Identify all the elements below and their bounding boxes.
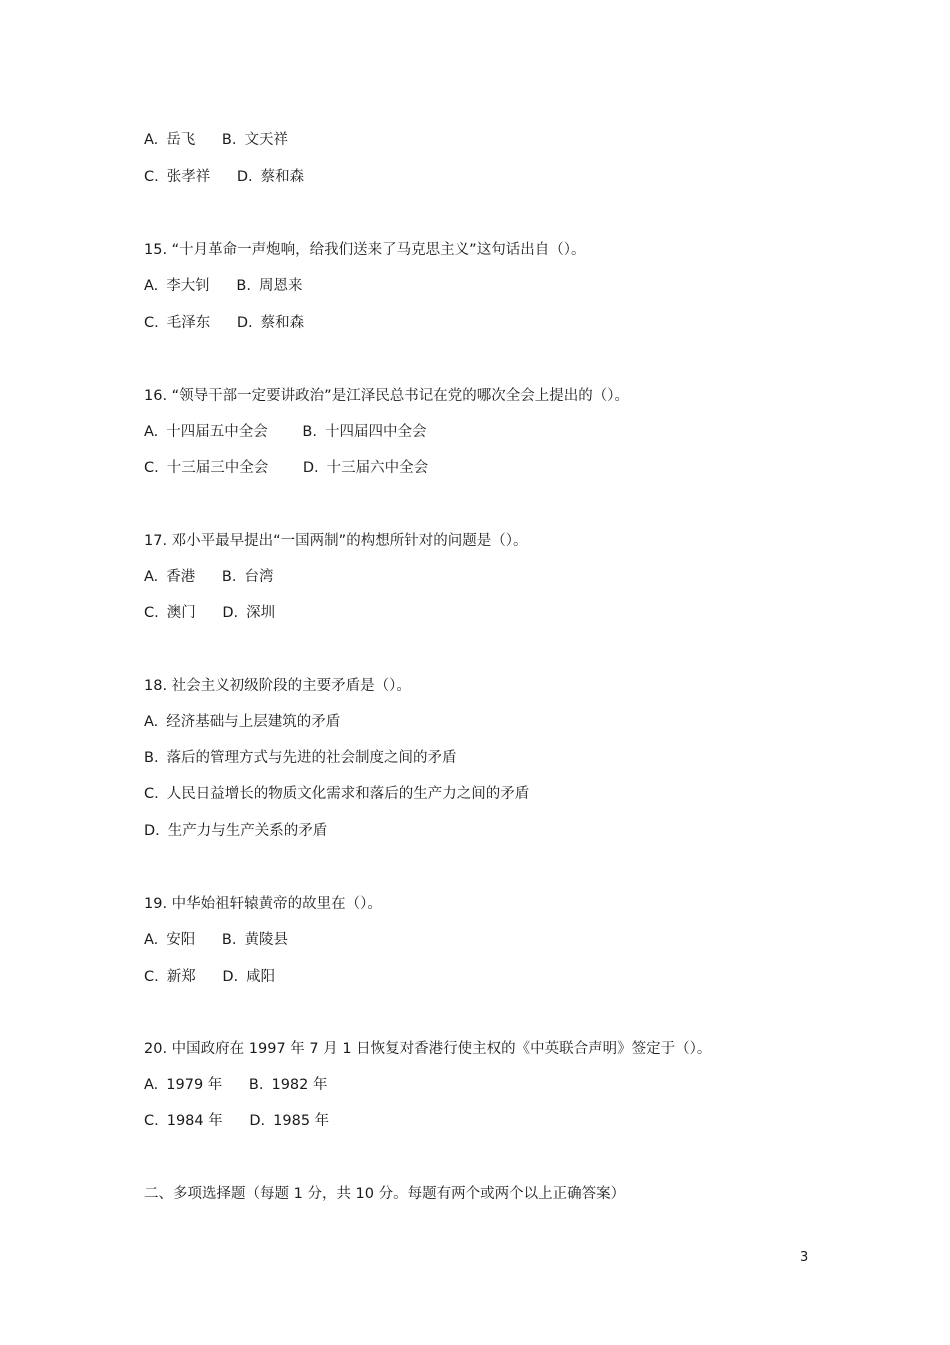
q20-option-d: D. 1985 年 bbox=[249, 1113, 330, 1129]
q16-question: 16. “领导干部一定要讲政治”是江泽民总书记在党的哪次全会上提出的（）。 bbox=[144, 388, 629, 404]
q15-question: 15. “十月革命一声炮响，给我们送来了马克思主义”这句话出自（）。 bbox=[144, 242, 586, 258]
q16-option-c: C. 十三届三中全会 bbox=[144, 460, 269, 476]
q20-option-b: B. 1982 年 bbox=[248, 1077, 328, 1093]
page-number: 3 bbox=[800, 1250, 809, 1265]
q19-option-a: A. 安阳 bbox=[144, 932, 196, 948]
q18-option-d: D. 生产力与生产关系的矛盾 bbox=[144, 823, 328, 839]
q19-options-row-2 bbox=[144, 967, 275, 987]
q20-options-row-2 bbox=[144, 1111, 329, 1131]
q18-option-a: A. 经济基础与上层建筑的矛盾 bbox=[144, 714, 341, 730]
q19-question: 19. 中华始祖轩辕黄帝的故里在（）。 bbox=[144, 896, 382, 912]
q15-options-row-1 bbox=[144, 276, 302, 296]
q16-options-row-1 bbox=[144, 422, 426, 442]
q15-option-a: A. 李大钊 bbox=[144, 278, 210, 294]
q15-option-c: C. 毛泽东 bbox=[144, 315, 211, 331]
q15-option-d: D. 蔡和森 bbox=[236, 315, 305, 331]
q20-option-c: C. 1984 年 bbox=[144, 1113, 223, 1129]
q17-option-b: B. 台湾 bbox=[221, 569, 274, 585]
q17-options-row-1 bbox=[144, 567, 273, 587]
q14-option-d: D. 蔡和森 bbox=[236, 169, 305, 185]
q18-question: 18. 社会主义初级阶段的主要矛盾是（）。 bbox=[144, 678, 411, 694]
section-2-heading: 二、多项选择题（每题 1 分，共 10 分。每题有两个或两个以上正确答案） bbox=[144, 1186, 626, 1202]
q15-option-b: B. 周恩来 bbox=[236, 278, 303, 294]
q14-option-c: C. 张孝祥 bbox=[144, 169, 211, 185]
q19-options-row-1 bbox=[144, 930, 288, 950]
q14-option-b: B. 文天祥 bbox=[221, 132, 288, 148]
q19-option-c: C. 新郑 bbox=[144, 969, 196, 985]
q16-options-row-2 bbox=[144, 458, 428, 478]
q17-option-d: D. 深圳 bbox=[222, 605, 276, 621]
q14-options-row-2 bbox=[144, 167, 304, 187]
q16-option-a: A. 十四届五中全会 bbox=[144, 424, 268, 440]
q18-option-b: B. 落后的管理方式与先进的社会制度之间的矛盾 bbox=[144, 750, 457, 766]
q14-options-row-1 bbox=[144, 130, 288, 150]
q20-question: 20. 中国政府在 1997 年 7 月 1 日恢复对香港行使主权的《中英联合声明》签定于（）。 bbox=[144, 1041, 712, 1057]
q20-options-row-1 bbox=[144, 1075, 327, 1095]
q18-option-c: C. 人民日益增长的物质文化需求和落后的生产力之间的矛盾 bbox=[144, 786, 530, 802]
q16-option-b: B. 十四届四中全会 bbox=[302, 424, 427, 440]
q15-options-row-2 bbox=[144, 313, 304, 333]
q19-option-d: D. 咸阳 bbox=[222, 969, 276, 985]
q19-option-b: B. 黄陵县 bbox=[221, 932, 288, 948]
q17-option-c: C. 澳门 bbox=[144, 605, 196, 621]
q17-question: 17. 邓小平最早提出“一国两制”的构想所针对的问题是（）。 bbox=[144, 533, 528, 549]
q17-option-a: A. 香港 bbox=[144, 569, 196, 585]
q20-option-a: A. 1979 年 bbox=[144, 1077, 223, 1093]
q17-options-row-2 bbox=[144, 603, 275, 623]
q14-option-a: A. 岳飞 bbox=[144, 132, 196, 148]
q16-option-d: D. 十三届六中全会 bbox=[302, 460, 429, 476]
